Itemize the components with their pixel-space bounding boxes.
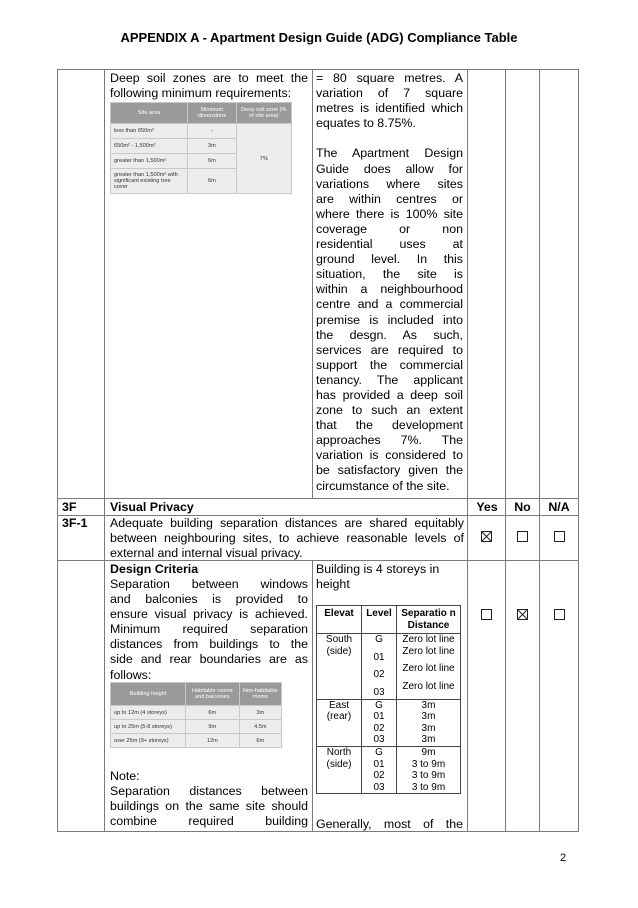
comment-line: services are required to: [316, 342, 463, 357]
comment-line: equates to 8.75%.: [316, 116, 416, 131]
note-label: Note:: [110, 769, 140, 783]
col-divider: [505, 69, 506, 832]
objective-na-checkbox[interactable]: [554, 531, 565, 542]
elevation-table: [316, 605, 461, 794]
criteria-no-checkbox[interactable]: [517, 609, 528, 620]
comment-line: premise is included into: [316, 312, 463, 327]
elev-cell: G: [362, 699, 397, 711]
elev-cell: South (side): [317, 634, 362, 699]
col-header-yes: Yes: [476, 500, 498, 514]
col-divider: [539, 69, 540, 832]
elev-cell: Zero lot line: [397, 634, 461, 646]
deep-soil-criteria: Deep soil zones are to meet the following minimum requirements:: [110, 71, 308, 101]
elev-cell: Zero lot line: [397, 663, 461, 681]
comment-line: Guide does allow for: [316, 161, 463, 176]
deep-soil-cell: 6m: [188, 154, 237, 169]
deep-soil-cell: -: [188, 124, 237, 139]
deep-soil-comment: [316, 71, 463, 494]
objective-no-checkbox[interactable]: [517, 531, 528, 542]
separation-cell: 3m: [239, 706, 281, 720]
elev-cell: 3m: [397, 734, 461, 746]
elev-cell: 3 to 9m: [397, 770, 461, 782]
design-criteria-comment-tail: Generally, most of the: [316, 817, 463, 831]
col-header-no: No: [514, 500, 531, 514]
elev-cell: 3 to 9m: [397, 759, 461, 771]
deep-soil-cell: 7%: [236, 124, 291, 194]
comment-line: has provided a deep soil: [316, 387, 463, 402]
deep-soil-cell: greater than 1,500m²: [111, 154, 188, 169]
design-criteria-text: Separation between windows and balconies is provided to ensure visual privacy is achieved. Minimum required separation distances from buildings to the side and rear boundaries are as follows:: [110, 577, 308, 682]
elev-cell: 01: [362, 646, 397, 664]
separation-cell: 6m: [239, 734, 281, 748]
elev-cell: 01: [362, 759, 397, 771]
comment-line: be satisfactory given the: [316, 463, 463, 478]
elev-cell: G: [362, 746, 397, 758]
elev-cell: 03: [362, 782, 397, 794]
elev-cell: 3m: [397, 723, 461, 735]
note-text: Separation distances between buildings on the same site should combine required building: [110, 784, 308, 829]
elev-cell: 3 to 9m: [397, 782, 461, 794]
objective-code: 3F-1: [62, 516, 88, 530]
elev-cell: 02: [362, 770, 397, 782]
separation-cell: up to 12m (4 storeys): [111, 706, 186, 720]
comment-line: within a neighbourhood: [316, 282, 463, 297]
elev-cell: 3m: [397, 711, 461, 723]
comment-line: are within centres or: [316, 191, 463, 206]
separation-header: Non-habitable rooms: [239, 683, 281, 706]
comment-line: where there is 100% site: [316, 206, 463, 221]
comment-line: coverage or non: [316, 221, 463, 236]
comment-line: the desgn. As such,: [316, 327, 463, 342]
comment-line: that the development: [316, 418, 463, 433]
comment-line: circumstance of the site.: [316, 478, 450, 493]
elev-cell: 02: [362, 663, 397, 681]
row-divider: [57, 498, 579, 499]
comment-line: ground level. In this: [316, 252, 463, 267]
comment-line: situation, the site is: [316, 267, 463, 282]
separation-cell: 6m: [186, 706, 240, 720]
page-number: 2: [560, 852, 567, 864]
comment-line: = 80 square metres. A: [316, 71, 463, 85]
separation-cell: over 25m (9+ storeys): [111, 734, 186, 748]
col-divider: [104, 69, 105, 832]
deep-soil-cell: less than 650m²: [111, 124, 188, 139]
elev-cell: East (rear): [317, 699, 362, 746]
table-border-top: [57, 69, 579, 70]
section-code: 3F: [62, 500, 77, 514]
comment-line: metres is identified which: [316, 101, 463, 116]
separation-header: Building height: [111, 683, 186, 706]
section-title: Visual Privacy: [110, 500, 194, 514]
compliance-table: [57, 69, 579, 832]
objective-yes-checkbox[interactable]: [481, 531, 492, 542]
elev-header: Separatio n Distance: [397, 606, 461, 634]
comment-line: tenancy. The applicant: [316, 372, 463, 387]
col-divider: [467, 69, 468, 832]
elev-header: Level: [362, 606, 397, 634]
design-criteria-comment: Building is 4 storeys in height: [316, 562, 440, 592]
objective-text: Adequate building separation distances are shared equitably between neighbouring sites, to achieve reasonable levels of external and internal visual privacy.: [110, 516, 464, 561]
comment-line: variations where sites: [316, 176, 463, 191]
separation-table: [110, 682, 282, 748]
comment-line: The Apartment Design: [316, 146, 463, 161]
separation-header: Habitable rooms and balconies: [186, 683, 240, 706]
elev-cell: 03: [362, 734, 397, 746]
separation-cell: up to 25m (5-8 storeys): [111, 720, 186, 734]
elev-cell: 02: [362, 723, 397, 735]
deep-soil-cell: greater than 1,500m² with significant existing tree cover: [111, 169, 188, 194]
elev-cell: North (side): [317, 746, 362, 793]
col-header-na: N/A: [548, 500, 570, 514]
elev-cell: 3m: [397, 699, 461, 711]
col-divider: [312, 69, 313, 498]
deep-soil-header: Minimum dimensions: [188, 103, 237, 124]
comment-line: approaches 7%. The: [316, 433, 463, 448]
criteria-na-checkbox[interactable]: [554, 609, 565, 620]
comment-line: residential uses at: [316, 237, 463, 252]
col-divider: [578, 69, 579, 832]
deep-soil-table: [110, 102, 292, 194]
col-divider: [312, 560, 313, 832]
deep-soil-cell: 6m: [188, 169, 237, 194]
deep-soil-header: Site area: [111, 103, 188, 124]
elev-cell: 01: [362, 711, 397, 723]
elev-cell: G: [362, 634, 397, 646]
comment-line: variation of 7 square: [316, 86, 463, 101]
deep-soil-cell: 3m: [188, 139, 237, 154]
comment-line: centre and a commercial: [316, 297, 463, 312]
elev-cell: Zero lot line: [397, 681, 461, 699]
design-criteria-heading: Design Criteria: [110, 562, 199, 576]
separation-cell: 4.5m: [239, 720, 281, 734]
criteria-yes-checkbox[interactable]: [481, 609, 492, 620]
comment-line: support the commercial: [316, 357, 463, 372]
elev-header: Elevat: [317, 606, 362, 634]
page-title: APPENDIX A - Apartment Design Guide (ADG) Compliance Table: [120, 30, 518, 45]
elev-cell: 03: [362, 681, 397, 699]
col-divider: [57, 69, 58, 832]
deep-soil-header: Deep soil zone (% of site area): [236, 103, 291, 124]
comment-line: zone to such an extent: [316, 403, 463, 418]
comment-line: variation is considered to: [316, 448, 463, 463]
elev-cell: 9m: [397, 746, 461, 758]
deep-soil-cell: 650m² - 1,500m²: [111, 139, 188, 154]
separation-cell: 12m: [186, 734, 240, 748]
separation-cell: 9m: [186, 720, 240, 734]
comment-line: [316, 131, 463, 146]
elev-cell: Zero lot line: [397, 646, 461, 664]
